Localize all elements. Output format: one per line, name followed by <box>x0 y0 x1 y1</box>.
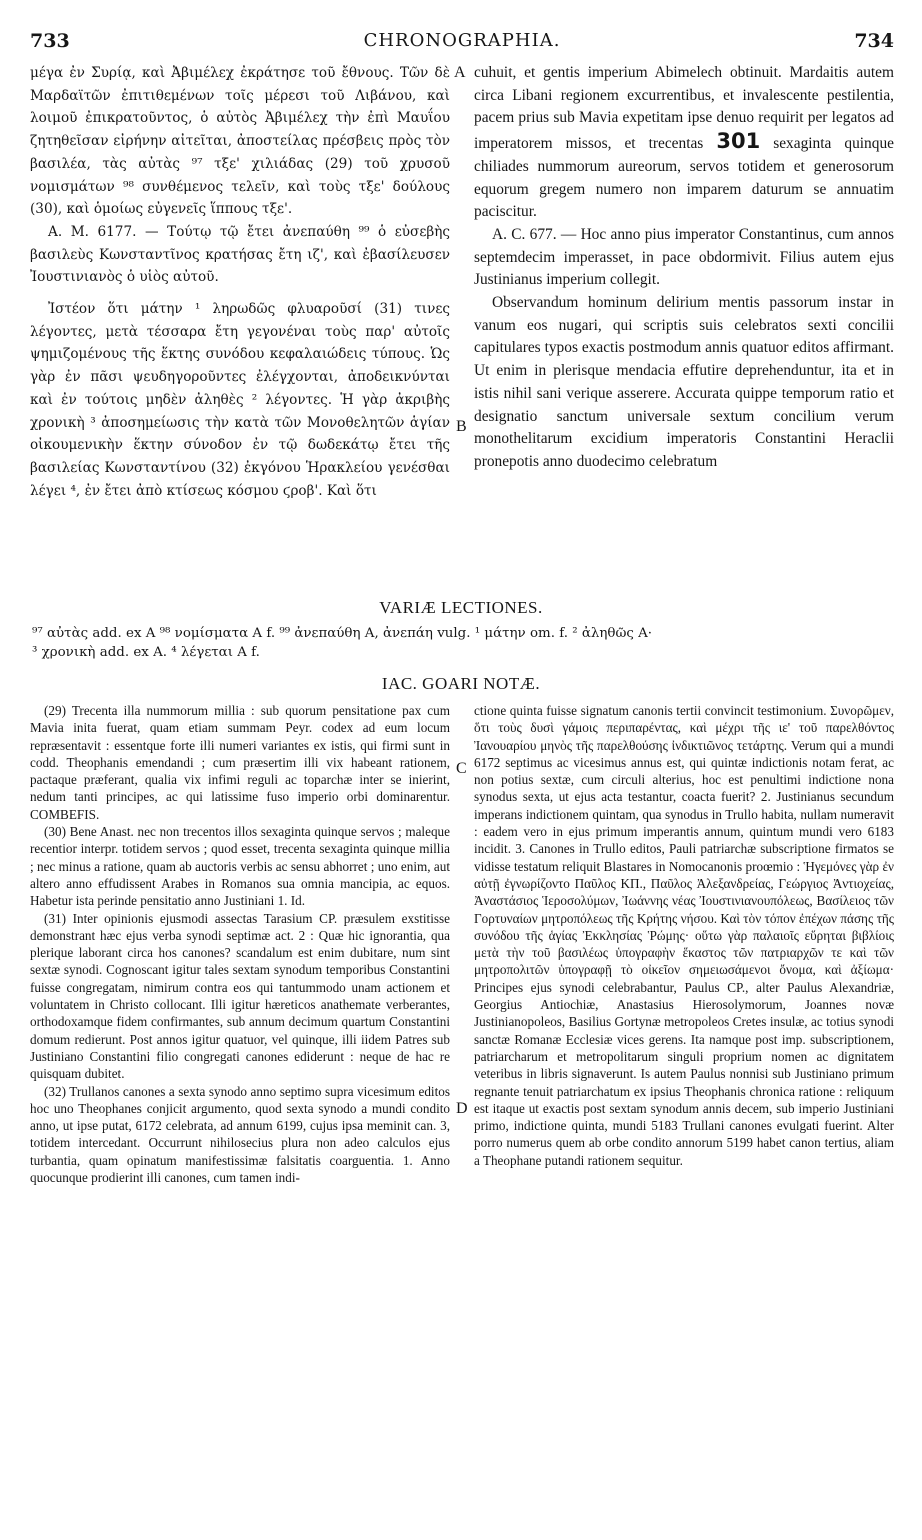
margin-marker-c: C <box>456 760 467 777</box>
notes-heading: IAC. GOARI NOTÆ. <box>381 674 541 693</box>
note-29: (29) Trecenta illa nummorum millia : sub quorum pensitatione pax cum Mavia inita fuerat, quam etiam summam Peyr. codex ad eum locum repræsentavit : essentque forte illi numeri variantes ex istis, qui firmi sunt in codd. Theophanis emendandi ; cum præsertim illi vix habeant rationem, pactaque præferant, qualia vix infimi reguli ac toparchæ inter se inierint, nedum tanti principes, ac qui latissime fuso imperio orbi dominarentur. COMBEFIS. <box>30 703 450 822</box>
note-30: (30) Bene Anast. nec non trecentos illos sexaginta quinque servos ; maleque recentior interpr. totidem servos ; quod esset, trecenta sexaginta quinque millia ; nec minus a ratione, quam ab auctoris verbis ac sensu abhorret ; uno enim, aut altero anno effudissent Arabes in Romanos sua omnia mancipia, ac equos. Habetur ista perinde pensitatio anno Justiniani 1. Id. <box>30 824 450 909</box>
margin-marker-a: A <box>454 64 466 81</box>
column-number: 301 <box>716 129 761 154</box>
notes-left-column <box>30 702 450 1186</box>
margin-marker-d: D <box>456 1100 468 1117</box>
greek-text-column <box>30 62 450 502</box>
variae-line-2: ³ χρονικὴ add. ex A. ⁴ λέγεται A f. <box>32 645 260 660</box>
page-number-right: 734 <box>854 30 894 52</box>
running-title: CHRONOGRAPHIA. <box>363 30 561 51</box>
margin-marker-b: B <box>456 418 467 435</box>
greek-paragraph-3: Ἰστέον ὅτι μάτην ¹ ληρωδῶς φλυαροῦσί (31) τινες λέγοντες, μετὰ τέσσαρα ἔτη γεγονέναι τοὺς παρ' αὐτοῖς ψημιζομένους τῆς ἕκτης συνόδου κεφαλαιώδεις τύπους. Ὡς γὰρ ἐν πᾶσι ψευδηγοροῦντες ἐλέγχονται, ἀποδεικνύνται καὶ ἐν τούτοις μηδὲν ἀληθὲς ² λέγοντες. Ἡ γὰρ ἀκριβὴς χρονικὴ ³ ἀποσημείωσις τὴν κατὰ τῶν Μονοθελητῶν ἁγίαν οἰκουμενικὴν ἕκτην σύνοδον ἐν τῷ δωδεκάτῳ ἔτει τῆς βασιλείας Κωνσταντίνου (32) ἐκγόνου Ἡρακλείου γενέσθαι λέγει ⁴, ἐν ἔτει ἀπὸ κτίσεως κόσμου ϛροβ'. Καὶ ὅτι <box>30 301 450 499</box>
note-32-continued: ctione quinta fuisse signatum canonis tertii convincit testimonium. Συνορῶμεν, ὅτι τοὺς δυσὶ γάμοις περιπαρέντας, καὶ μέχρι τῆς ιε' τοῦ παρελθόντος Ἰανουαρίου μηνὸς τῆς παρελθούσης ἰνδικτιῶνος τετάρτης. Verum qui a mundi 6172 septimus ac vicesimus annus est, qui quintæ indictionis notam ferat, ac non potius sextæ, cum circuli alterius, hoc est penultimi indictione nona synodus sexta, ut ejus acta testantur, coacta fuerit? 2. Justinianus secundum imperans indictionem quintam, qua synodus in Trullo habita, nullam numeravit : eadem vero in ejus primum imperantis annum, quintum mundi vero 6183 incidit. 3. Canones in Trullo editos, Pauli patriarchæ subscriptione firmatos se vidisse testatum reliquit Blastares in Nomocanonis proœmio : Ἡγεμόνες γὰρ ἐν αὐτῇ ἐγνωρίζοντο Παῦλος ΚΠ., Παῦλος Ἀλεξανδρείας, Γεώργιος Ἀντιοχείας, Ἀναστάσιος Ἱεροσολύμων, Ἰωάννης νέας Ἰουστινιανουπόλεως, Βασίλειος τῶν Γορτυναίων μητροπόλεως τῆς Κρήτης νήσου. Καὶ τὸν τόπον ἐπέχων πάσης τῆς συνόδου τῆς ἁγίας Ἐκκλησίας Ῥώμης· οὕτω γὰρ παλαιοῖς εὕρηται βιβλίοις μετὰ τὴν τοῦ βασιλέως ὑπογραφὴν ἕκαστος τῶν πατριαρχῶν τε καὶ τῶν μητροπολιτῶν ὑπογραφῇ τὸ οἰκεῖον σημειωσάμενοι ὄνομα, καὶ ἀξίωμα· Principes ejus synodi celebrabantur, Paulus CP., alter Paulus Alexandriæ, Georgius Antiochiæ, Anastasius Hierosolymorum, Joannes novæ Justinianopoleos, Basilius Gortynæ metropoleos Cretes insulæ, ac totius synodi sanctæ Romanæ Ecclesiæ vices gerens. Ita namque post imp. subscriptionem, patriarcharum et metropolitarum singuli proprium nomen ac dignitatem veteribus in libris signaverunt. Is autem Paulus nonnisi sub Justiniano primum regnante tenuit patriarchatum ex ipsius Theophanis chronica ratione : reliquum est itaque ut exactis post sextam synodum annis decem, sub imperio Justiniani primo, indictione quinta, mundi 5183 Trullani canones evulgati fuerint. Alter porro numerus quem ab orbe condito annorum 5199 habet canon tertius, aliam a Theophane putandi rationem sequitur. <box>474 703 894 1168</box>
page-number-left: 733 <box>30 30 70 52</box>
variae-heading: VARIÆ LECTIONES. <box>379 598 543 617</box>
variae-lectiones <box>32 624 894 662</box>
latin-paragraph-2: A. C. 677. — Hoc anno pius imperator Constantinus, cum annos septemdecim imperasset, in pace obdormivit. Filius autem ejus Justinianus imperium collegit. <box>474 225 894 289</box>
latin-paragraph-1b: sexaginta quinque chiliades nummorum aureorum, servos totidem et generosorum equorum gregem numero non imparem daturum se annuatim paciscitur. <box>474 135 894 221</box>
latin-paragraph-1a: cuhuit, et gentis imperium Abimelech obtinuit. Mardaitis autem circa Libani regionem excurrentibus, et invalescente pestilentia, pacem prius sub Mavia expetitam ipse denuo requirit per legatos ad imperatorem missos, et trecentas <box>474 64 894 153</box>
greek-paragraph-2: A. M. 6177. — Τούτῳ τῷ ἔτει ἀνεπαύθη ⁹⁹ ὁ εὐσεβὴς βασιλεὺς Κωνσταντῖνος κρατήσας ἔτη ιζ', καὶ ἐβασίλευσεν Ἰουστινιανὸς ὁ υἱὸς αὐτοῦ. <box>30 223 450 286</box>
notes-right-column <box>474 702 894 1169</box>
latin-paragraph-1 <box>474 62 894 224</box>
latin-text-column <box>474 62 894 474</box>
note-31: (31) Inter opinionis ejusmodi assectas Tarasium CP. præsulem exstitisse demonstrant hæc ejus verba synodi septimæ act. 2 : Quæ hic ignorantia, qua plerique laborant circa hos canones? scandalum est enim dubitare, num sint sextæ synodi. Cognoscant igitur tales sextam synodum temporibus Constantini fuisse congregatam, nimirum contra eos qui tantummodo unam actionem et voluntatem in Christo collocant. Illi igitur hæreticos anathemate verberantes, orthodoxamque fidem confirmantes, sub annum decimum quartum Constantini domum redierunt. Post annos igitur quatuor, vel quinque, illi iidem Patres sub Justiniano Constantini filio congregati canones ediderunt : neque de hac re quisquam dubitet. <box>30 910 450 1082</box>
latin-paragraph-3: Observandum hominum delirium mentis passorum instar in vanum eos nugari, qui scriptis suis celebratos sexti concilii capitulares typos exactis postmodum annis quatuor editos affirmant. Ut enim in plerisque mendacia effutire deprehenduntur, ita et in istis nihil sani verique asserere. Accurata quippe temporum ratio et designatio sanctum universale sextum concilium verum monothelitarum excidium imperatoris Constantini Heraclii pronepotis anno duodecimo celebratum <box>474 294 894 470</box>
note-32: (32) Trullanos canones a sexta synodo anno septimo supra vicesimum editos hoc uno Theophanes conjicit argumento, quod sexta synodo a mundi condito anno, ut ipse putat, 6172 celebrata, ad annum 6199, cujus ipsa meminit can. 3, totidem intercedant. Occurrunt nihilosecius plura non adeo calculos ejus turbantia, quam opinatum manifestissimæ falsitatis coarguentia. 1. Anno quocunque prodierint illi canones, cum tamen indi- <box>30 1083 450 1186</box>
running-header <box>30 30 894 58</box>
variae-line-1: ⁹⁷ αὐτὰς add. ex A ⁹⁸ νομίσματα A f. ⁹⁹ ἀνεπαύθη A, ἀνεπάη vulg. ¹ μάτην om. f. ² ἀληθῶς A· <box>32 626 653 641</box>
greek-paragraph-1: μέγα ἐν Συρίᾳ, καὶ Ἀβιμέλεχ ἐκράτησε τοῦ ἔθνους. Τῶν δὲ Μαρδαϊτῶν ἐπιτιθεμένων τοῖς μέρεσι τοῦ Λιβάνου, καὶ λοιμοῦ ἐπικρατοῦντος, ὁ αὐτὸς Ἀβιμέλεχ τὴν ἐπὶ Μαυΐου ζητηθεῖσαν εἰρήνην αἰτεῖται, ἀποστείλας πρέσβεις πρὸς τὸν βασιλέα, τὰς αὐτὰς ⁹⁷ τξε' χιλιάδας (29) τοῦ χρυσοῦ νομισμάτων ⁹⁸ συνθέμενος τελεῖν, καὶ τοὺς τξε' δούλους (30), καὶ ὁμοίως εὐγενεῖς ἵππους τξε'. <box>30 65 450 218</box>
